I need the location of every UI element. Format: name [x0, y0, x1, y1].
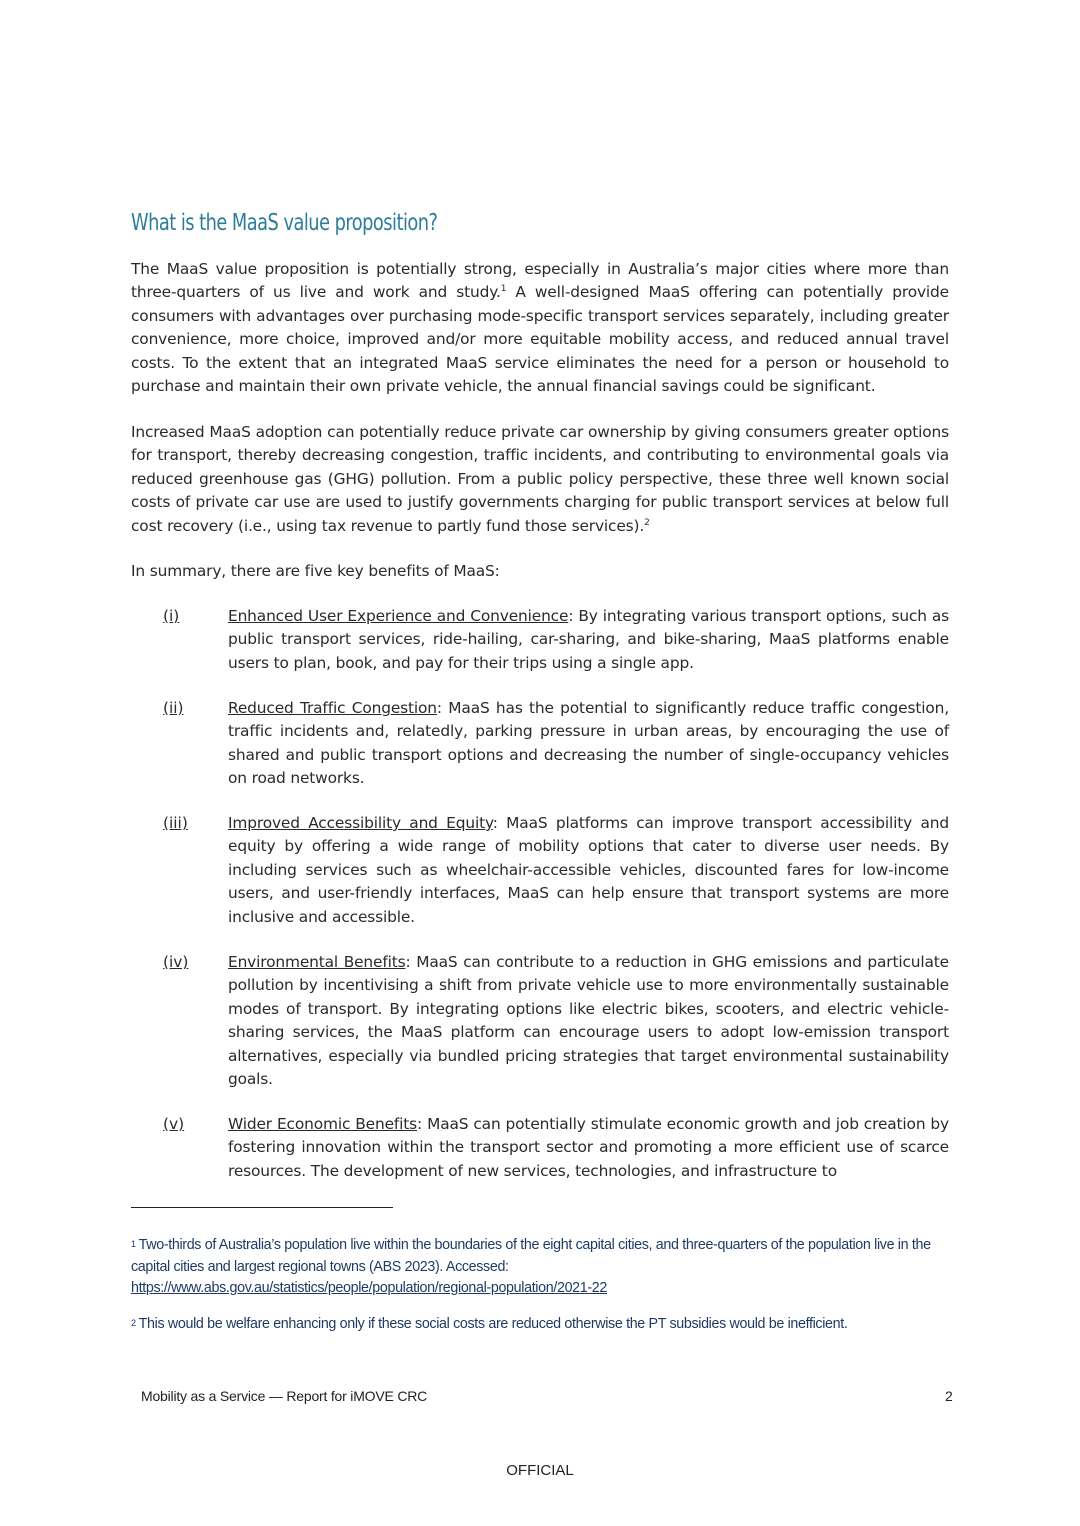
- benefit-title: Enhanced User Experience and Convenience: [228, 607, 569, 625]
- benefit-number: (v): [163, 1115, 185, 1133]
- benefit-text: : By integrating various transport options, such as public transport services, ride-hailing, car-sharing, and bike-sharing, MaaS platforms enable users to plan, book, and pay for their trips using a single app.: [228, 607, 949, 672]
- benefit-body: [228, 697, 949, 791]
- benefit-body: [228, 1113, 949, 1183]
- footnote-ref-1[interactable]: 1: [500, 284, 507, 295]
- benefit-text: : MaaS has the potential to significantly reduce traffic congestion, traffic incidents and, relatedly, parking pressure in urban areas, by encouraging the use of shared and public transport options and decreasing the number of single-occupancy vehicles on road networks.: [228, 699, 949, 788]
- footer-title: Mobility as a Service — Report for iMOVE CRC: [141, 1388, 428, 1404]
- benefit-body: [228, 605, 949, 675]
- benefit-title: Improved Accessibility and Equity: [228, 814, 493, 832]
- benefit-number: (iv): [163, 953, 189, 971]
- footnote-separator: [131, 1207, 393, 1208]
- benefit-title: Wider Economic Benefits: [228, 1115, 418, 1133]
- benefit-number: (i): [163, 607, 180, 625]
- paragraph-adoption: [131, 421, 949, 538]
- footnote-2: [131, 1313, 931, 1336]
- paragraph-text: The MaaS value proposition is potentially strong, especially in Australia’s major cities where more than three-quarters of us live and work and study.: [131, 260, 949, 302]
- paragraph-value-proposition: [131, 258, 949, 398]
- benefit-text: : MaaS can potentially stimulate economic growth and job creation by fostering innovation within the transport sector and promoting a more efficient use of scarce resources. The development of new services, technologies, and infrastructure to: [228, 1115, 949, 1180]
- footnote-text: Two-thirds of Australia’s population live within the boundaries of the eight capital cities, and three-quarters of the population live in the capital cities and largest regional towns (ABS 2023). Accessed:: [131, 1237, 931, 1275]
- benefit-number: (iii): [163, 814, 188, 832]
- footnote-1: [131, 1234, 931, 1300]
- footnote-ref-2[interactable]: 2: [644, 517, 650, 528]
- benefit-text: : MaaS platforms can improve transport accessibility and equity by offering a wide range of mobility options that cater to diverse user needs. By including services such as wheelchair-accessible vehicles, discounted fares for low-income users, and user-friendly interfaces, MaaS can help ensure that transport systems are more inclusive and accessible.: [228, 814, 949, 926]
- benefit-text: : MaaS can contribute to a reduction in GHG emissions and particulate pollution by incentivising a shift from private vehicle use to more environmentally sustainable modes of transport. By integrating options like electric bikes, scooters, and electric vehicle-sharing services, the MaaS platform can encourage users to adopt low-emission transport alternatives, especially via bundled pricing strategies that target environmental sustainability goals.: [228, 953, 950, 1089]
- footnote-text: This would be welfare enhancing only if these social costs are reduced otherwise the PT subsidies would be inefficient.: [138, 1316, 848, 1332]
- footnote-mark: 2: [131, 1318, 136, 1328]
- benefit-body: [228, 812, 949, 929]
- footnote-mark: 1: [131, 1239, 136, 1249]
- paragraph-text: Increased MaaS adoption can potentially reduce private car ownership by giving consumers greater options for transport, thereby decreasing congestion, traffic incidents, and contributing to environmental goals via reduced greenhouse gas (GHG) pollution. From a public policy perspective, these three well known social costs of private car use are used to justify governments charging for public transport services at below full cost recovery (i.e., using tax revenue to partly fund those services).: [131, 423, 949, 535]
- classification-label: OFFICIAL: [506, 1462, 574, 1479]
- benefit-body: [228, 951, 949, 1091]
- footnote-link[interactable]: https://www.abs.gov.au/statistics/people/population/regional-population/2021-22: [131, 1280, 607, 1296]
- benefit-number: (ii): [163, 699, 184, 717]
- paragraph-summary: In summary, there are five key benefits of MaaS:: [131, 562, 500, 580]
- section-heading: What is the MaaS value proposition?: [131, 210, 438, 236]
- benefit-title: Environmental Benefits: [228, 953, 406, 971]
- page-number: 2: [945, 1388, 953, 1404]
- benefit-title: Reduced Traffic Congestion: [228, 699, 437, 717]
- paragraph-text: A well-designed MaaS offering can potentially provide consumers with advantages over purchasing mode-specific transport services separately, including greater convenience, more choice, improved and/or more equitable mobility access, and reduced annual travel costs. To the extent that an integrated MaaS service eliminates the need for a person or household to purchase and maintain their own private vehicle, the annual financial savings could be significant.: [131, 283, 949, 396]
